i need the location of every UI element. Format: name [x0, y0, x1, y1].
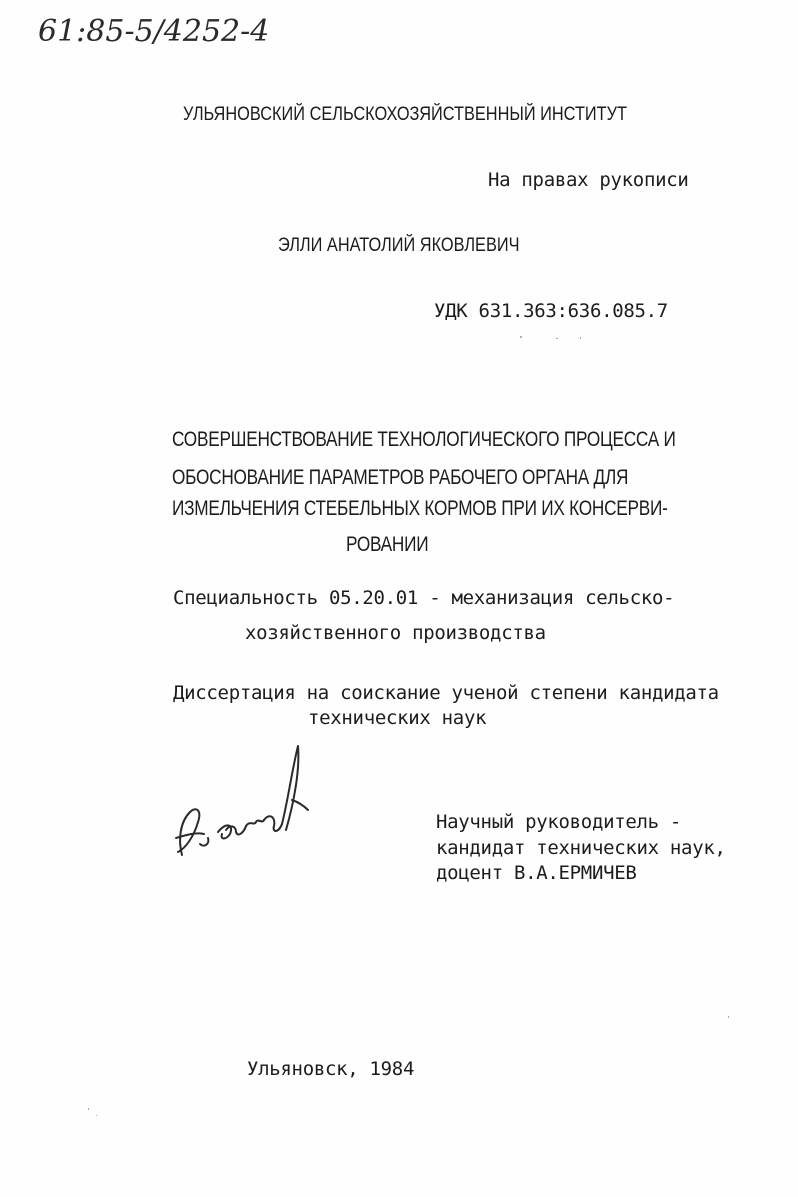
specialty-line: Специальность 05.20.01 - механизация сельско-	[173, 587, 675, 609]
supervisor-line: кандидат технических наук,	[436, 837, 726, 859]
scan-speck	[520, 336, 522, 338]
title-line: ИЗМЕЛЬЧЕНИЯ СТЕБЕЛЬНЫХ КОРМОВ ПРИ ИХ КОНСЕРВИ-	[172, 497, 668, 520]
specialty-line: хозяйственного производства	[245, 622, 546, 644]
institute-name: УЛЬЯНОВСКИЙ СЕЛЬСКОХОЗЯЙСТВЕННЫЙ ИНСТИТУТ	[183, 104, 628, 125]
title-line: СОВЕРШЕНСТВОВАНИЕ ТЕХНОЛОГИЧЕСКОГО ПРОЦЕССА И	[172, 428, 676, 451]
city-year: Ульяновск, 1984	[247, 1058, 415, 1080]
supervisor-line: доцент В.А.ЕРМИЧЕВ	[436, 862, 637, 884]
scan-speck	[88, 1108, 89, 1110]
degree-line: технических наук	[308, 707, 487, 729]
scan-speck	[728, 1016, 729, 1018]
supervisor-line: Научный руководитель -	[436, 811, 682, 833]
rights-note: На правах рукописи	[488, 169, 689, 191]
title-line: РОВАНИИ	[346, 533, 429, 556]
scan-speck	[96, 1115, 97, 1116]
author-name: ЭЛЛИ АНАТОЛИЙ ЯКОВЛЕВИЧ	[278, 235, 520, 256]
scan-speck	[580, 337, 581, 339]
degree-line: Диссертация на соискание ученой степени кандидата	[173, 682, 719, 704]
scan-speck	[556, 338, 558, 339]
title-line: ОБОСНОВАНИЕ ПАРАМЕТРОВ РАБОЧЕГО ОРГАНА ДЛЯ	[172, 466, 629, 489]
udk-code: УДК 631.363:636.085.7	[434, 300, 668, 322]
author-signature	[160, 740, 330, 870]
archive-code: 61:85-5/4252-4	[38, 14, 270, 49]
